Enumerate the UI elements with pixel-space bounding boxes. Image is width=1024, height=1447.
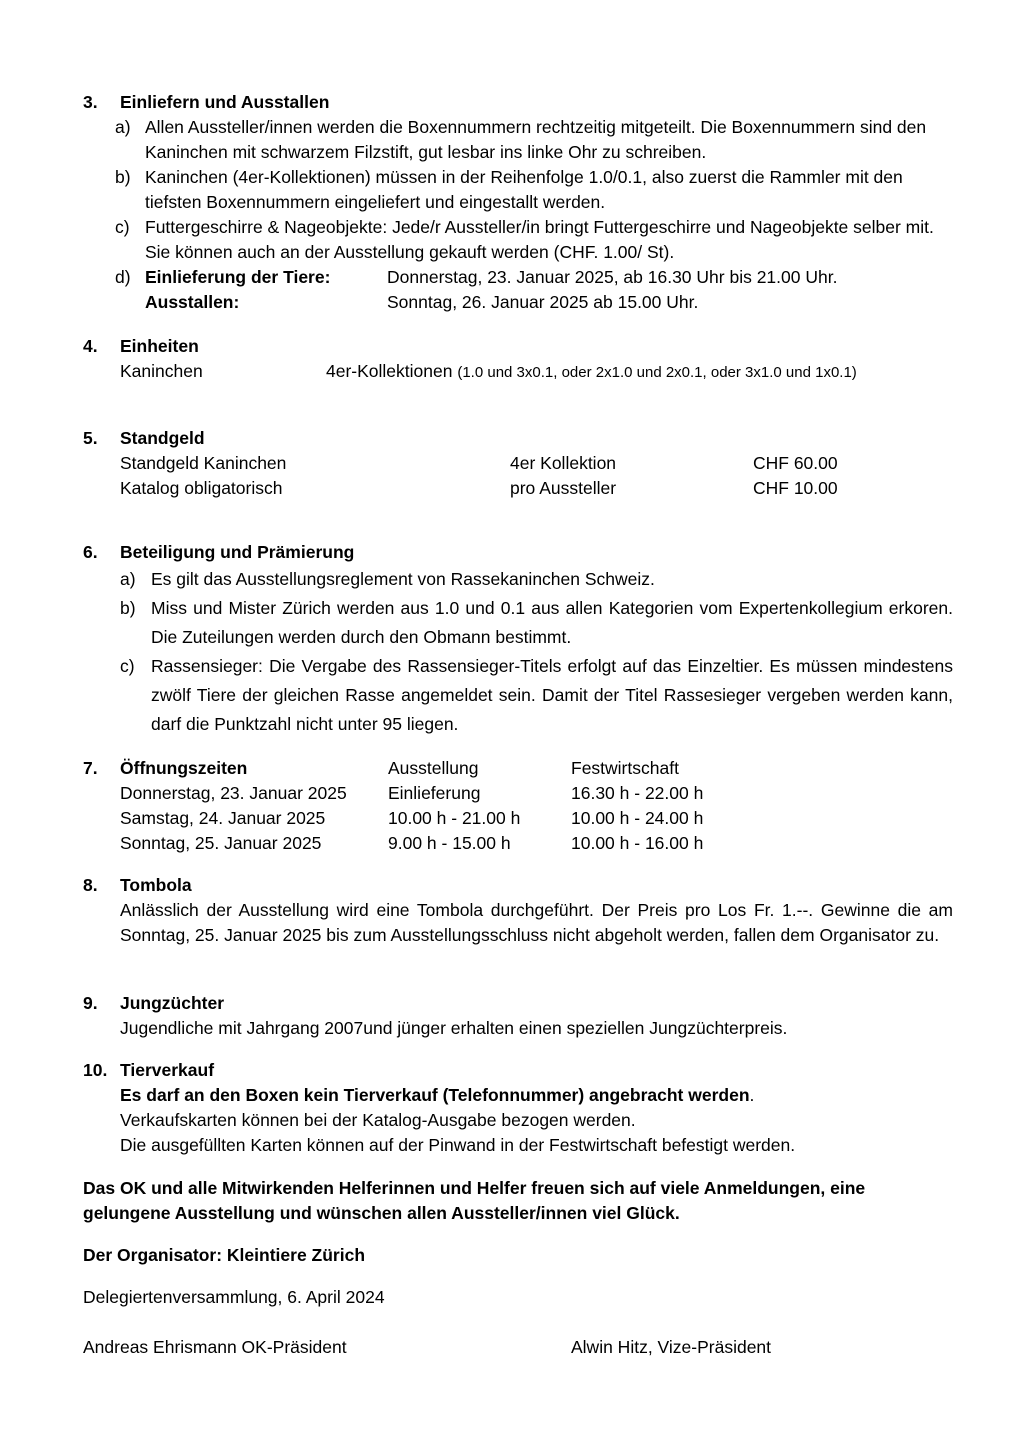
col-header-ausstellung: Ausstellung bbox=[388, 758, 479, 778]
section-heading bbox=[83, 334, 953, 359]
section-title: Tierverkauf bbox=[120, 1060, 215, 1080]
tierverkauf-line: Verkaufskarten können bei der Katalog-Ausgabe bezogen werden. bbox=[120, 1110, 636, 1130]
fee-row bbox=[83, 476, 953, 501]
hours-row bbox=[83, 831, 953, 856]
section-heading bbox=[83, 90, 953, 115]
section-oeffnungszeiten bbox=[83, 756, 953, 856]
col-header-festwirtschaft: Festwirtschaft bbox=[571, 758, 679, 778]
section-heading bbox=[83, 756, 953, 781]
fee-unit: pro Aussteller bbox=[510, 478, 617, 498]
section-number: 10. bbox=[83, 1060, 108, 1080]
tierverkauf-notice bbox=[83, 1083, 953, 1108]
item-text: Allen Aussteller/innen werden die Boxennummern rechtzeitig mitgeteilt. Die Boxennummern sind den Kaninchen mit schwarzem Filzstift, gut lesbar ins linke Ohr zu schreiben. bbox=[145, 117, 927, 162]
section-tombola bbox=[83, 873, 953, 948]
hours-ausstellung: Einlieferung bbox=[388, 783, 481, 803]
item-label: c) bbox=[120, 656, 135, 676]
closing-thanks: Das OK und alle Mitwirkenden Helferinnen und Helfer freuen sich auf viele Anmeldungen, eine gelungene Ausstellung und wünschen allen Aussteller/innen viel Glück. bbox=[83, 1178, 866, 1223]
item-text: Miss und Mister Zürich werden aus 1.0 und 0.1 aus allen Kategorien vom Expertenkollegium erkoren. Die Zuteilungen werden durch den Obmann bestimmt. bbox=[151, 598, 953, 647]
fee-row bbox=[83, 451, 953, 476]
hours-festwirtschaft: 10.00 h - 16.00 h bbox=[571, 833, 704, 853]
item-text: Rassensieger: Die Vergabe des Rassensieger-Titels erfolgt auf das Einzeltier. Es müssen mindestens zwölf Tiere der gleichen Rasse angemeldet sein. Damit der Titel Rassesieger vergeben werden kann, darf die Punktzahl nicht unter 95 liegen. bbox=[151, 656, 953, 734]
section-jungzuechter bbox=[83, 991, 953, 1041]
list-item-a bbox=[83, 115, 953, 165]
hours-festwirtschaft: 10.00 h - 24.00 h bbox=[571, 808, 704, 828]
item-label: b) bbox=[120, 598, 136, 618]
section-heading bbox=[83, 1058, 953, 1083]
unit-value bbox=[326, 359, 857, 385]
item-label: c) bbox=[115, 217, 130, 237]
signature-left: Andreas Ehrismann OK-Präsident bbox=[83, 1337, 347, 1357]
section-number: 6. bbox=[83, 542, 98, 562]
section-heading bbox=[83, 540, 953, 565]
delivery-row bbox=[145, 265, 953, 290]
tombola-text: Anlässlich der Ausstellung wird eine Tombola durchgeführt. Der Preis pro Los Fr. 1.--. Gewinne die am Sonntag, 25. Januar 2025 bis zum Ausstellungsschluss nicht abgeholt werden, fallen dem Organisator zu. bbox=[120, 900, 953, 945]
section-number: 7. bbox=[83, 758, 98, 778]
item-text: Futtergeschirre & Nageobjekte: Jede/r Aussteller/in bringt Futtergeschirre und Nageobjekte selber mit. Sie können auch an der Ausstellung gekauft werden (CHF. 1.00/ St). bbox=[145, 217, 934, 262]
unit-label: Kaninchen bbox=[120, 361, 203, 381]
list-item-d bbox=[83, 265, 953, 315]
section-title: Tombola bbox=[120, 875, 192, 895]
hours-ausstellung: 9.00 h - 15.00 h bbox=[388, 833, 511, 853]
section-title: Jungzüchter bbox=[120, 993, 225, 1013]
list-item-b bbox=[83, 594, 953, 652]
section-einliefern bbox=[83, 90, 953, 315]
list-item-a bbox=[83, 565, 953, 594]
item-label: a) bbox=[115, 117, 131, 137]
unit-row bbox=[83, 359, 953, 384]
hours-ausstellung: 10.00 h - 21.00 h bbox=[388, 808, 521, 828]
section-heading bbox=[83, 873, 953, 898]
section-number: 9. bbox=[83, 993, 98, 1013]
organizer-line: Der Organisator: Kleintiere Zürich bbox=[83, 1245, 366, 1265]
section-standgeld bbox=[83, 426, 953, 501]
section-einheiten bbox=[83, 334, 953, 384]
list-item-b bbox=[83, 165, 953, 215]
fee-price: CHF 10.00 bbox=[753, 478, 838, 498]
jungzuechter-text: Jugendliche mit Jahrgang 2007und jünger erhalten einen speziellen Jungzüchterpreis. bbox=[120, 1018, 788, 1038]
item-label: b) bbox=[115, 167, 131, 187]
item-text: Es gilt das Ausstellungsreglement von Rassekaninchen Schweiz. bbox=[151, 569, 655, 589]
section-number: 4. bbox=[83, 336, 98, 356]
section-number: 8. bbox=[83, 875, 98, 895]
hours-festwirtschaft: 16.30 h - 22.00 h bbox=[571, 783, 704, 803]
section-title: Öffnungszeiten bbox=[120, 758, 248, 778]
list-item-c bbox=[83, 215, 953, 265]
section-tierverkauf bbox=[83, 1058, 953, 1158]
item-label: d) bbox=[115, 267, 131, 287]
stall-value: Sonntag, 26. Januar 2025 ab 15.00 Uhr. bbox=[387, 292, 699, 312]
item-label: a) bbox=[120, 569, 136, 589]
unit-detail: (1.0 und 3x0.1, oder 2x1.0 und 2x0.1, oder 3x1.0 und 1x0.1) bbox=[457, 364, 857, 381]
section-title: Beteiligung und Prämierung bbox=[120, 542, 355, 562]
list-item-c bbox=[83, 652, 953, 739]
hours-day: Donnerstag, 23. Januar 2025 bbox=[120, 783, 347, 803]
fee-label: Standgeld Kaninchen bbox=[120, 453, 287, 473]
hours-day: Samstag, 24. Januar 2025 bbox=[120, 808, 326, 828]
item-text: Kaninchen (4er-Kollektionen) müssen in der Reihenfolge 1.0/0.1, also zuerst die Rammler mit den tiefsten Boxennummern eingeliefert und eingestallt werden. bbox=[145, 167, 903, 212]
delivery-value: Donnerstag, 23. Januar 2025, ab 16.30 Uhr bis 21.00 Uhr. bbox=[387, 267, 838, 287]
signature-right: Alwin Hitz, Vize-Präsident bbox=[571, 1337, 772, 1357]
hours-row bbox=[83, 806, 953, 831]
section-heading bbox=[83, 991, 953, 1016]
delivery-label: Einlieferung der Tiere: bbox=[145, 267, 331, 287]
tierverkauf-period: . bbox=[749, 1085, 755, 1105]
section-beteiligung bbox=[83, 540, 953, 739]
fee-unit: 4er Kollektion bbox=[510, 453, 617, 473]
tierverkauf-bold: Es darf an den Boxen kein Tierverkauf (Telefonnummer) angebracht werden bbox=[120, 1085, 750, 1105]
section-number: 3. bbox=[83, 92, 98, 112]
meeting-line: Delegiertenversammlung, 6. April 2024 bbox=[83, 1287, 385, 1307]
fee-price: CHF 60.00 bbox=[753, 453, 838, 473]
section-title: Einliefern und Ausstallen bbox=[120, 92, 330, 112]
fee-label: Katalog obligatorisch bbox=[120, 478, 283, 498]
hours-day: Sonntag, 25. Januar 2025 bbox=[120, 833, 322, 853]
section-heading bbox=[83, 426, 953, 451]
unit-value-text: 4er-Kollektionen bbox=[326, 361, 453, 381]
section-title: Einheiten bbox=[120, 336, 199, 356]
stall-row bbox=[145, 290, 953, 315]
stall-label: Ausstallen: bbox=[145, 292, 240, 312]
section-title: Standgeld bbox=[120, 428, 205, 448]
section-number: 5. bbox=[83, 428, 98, 448]
tierverkauf-line: Die ausgefüllten Karten können auf der Pinwand in der Festwirtschaft befestigt werden. bbox=[120, 1135, 796, 1155]
hours-row bbox=[83, 781, 953, 806]
